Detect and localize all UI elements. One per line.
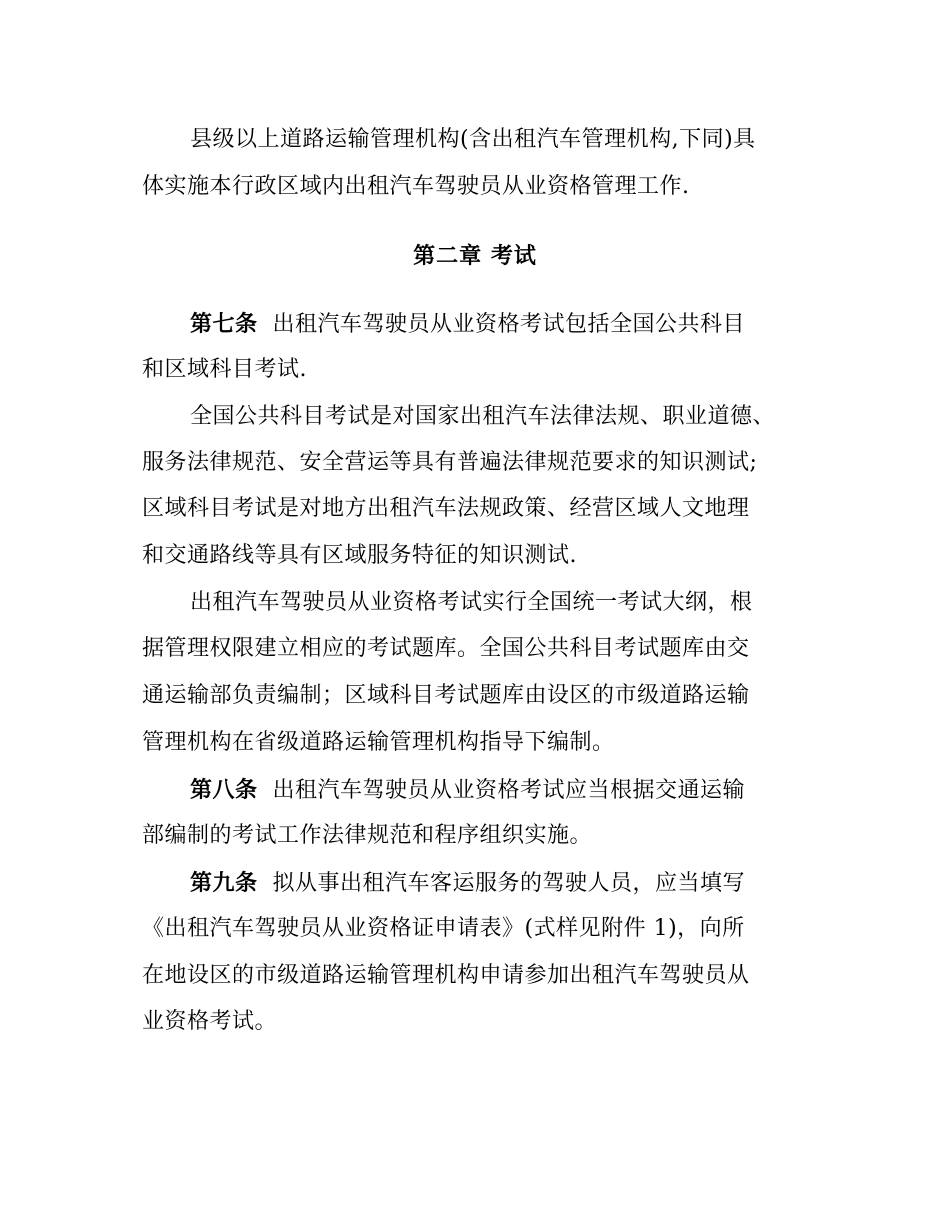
- article-9-line-2: 《出租汽车驾驶员从业资格证申请表》(式样见附件 1)，向所: [142, 916, 745, 941]
- article-8-line-1: [190, 775, 745, 805]
- article-8-text-1: 出租汽车驾驶员从业资格考试应当根据交通运输: [272, 778, 746, 803]
- public-subject-line-2: 服务法律规范、安全营运等具有普遍法律规范要求的知识测试;: [142, 450, 758, 475]
- article-9-line-1: [190, 868, 745, 898]
- intro-line-2: 体实施本行政区域内出租汽车驾驶员从业资格管理工作.: [142, 174, 690, 199]
- syllabus-line-1: 出租汽车驾驶员从业资格考试实行全国统一考试大纲，根: [190, 590, 753, 615]
- article-9-text-1: 拟从事出租汽车客运服务的驾驶人员，应当填写: [272, 871, 746, 896]
- article-7-label: 第七条: [190, 311, 258, 337]
- article-9-line-4: 业资格考试。: [142, 1009, 278, 1034]
- article-7-line-1: [190, 309, 745, 339]
- chapter-heading: 第二章 考试: [413, 243, 537, 269]
- public-subject-line-1: 全国公共科目考试是对国家出租汽车法律法规、职业道德、: [190, 404, 776, 429]
- article-8-line-2: 部编制的考试工作法律规范和程序组织实施。: [142, 823, 593, 848]
- article-9-line-3: 在地设区的市级道路运输管理机构申请参加出租汽车驾驶员从: [142, 963, 750, 988]
- article-7-line-2: 和区域科目考试.: [142, 357, 307, 382]
- syllabus-line-3: 通运输部负责编制；区域科目考试题库由设区的市级道路运输: [142, 683, 750, 708]
- intro-line-1: 县级以上道路运输管理机构(含出租汽车管理机构,下同)具: [190, 127, 756, 152]
- article-8-label: 第八条: [190, 777, 258, 803]
- article-9-label: 第九条: [190, 870, 258, 896]
- article-7-text-1: 出租汽车驾驶员从业资格考试包括全国公共科目: [272, 312, 746, 337]
- public-subject-line-3: 区域科目考试是对地方出租汽车法规政策、经营区域人文地理: [142, 496, 750, 521]
- syllabus-line-2: 据管理权限建立相应的考试题库。全国公共科目考试题库由交: [142, 636, 750, 661]
- syllabus-line-4: 管理机构在省级道路运输管理机构指导下编制。: [142, 730, 615, 755]
- public-subject-line-4: 和交通路线等具有区域服务特征的知识测试.: [142, 543, 577, 568]
